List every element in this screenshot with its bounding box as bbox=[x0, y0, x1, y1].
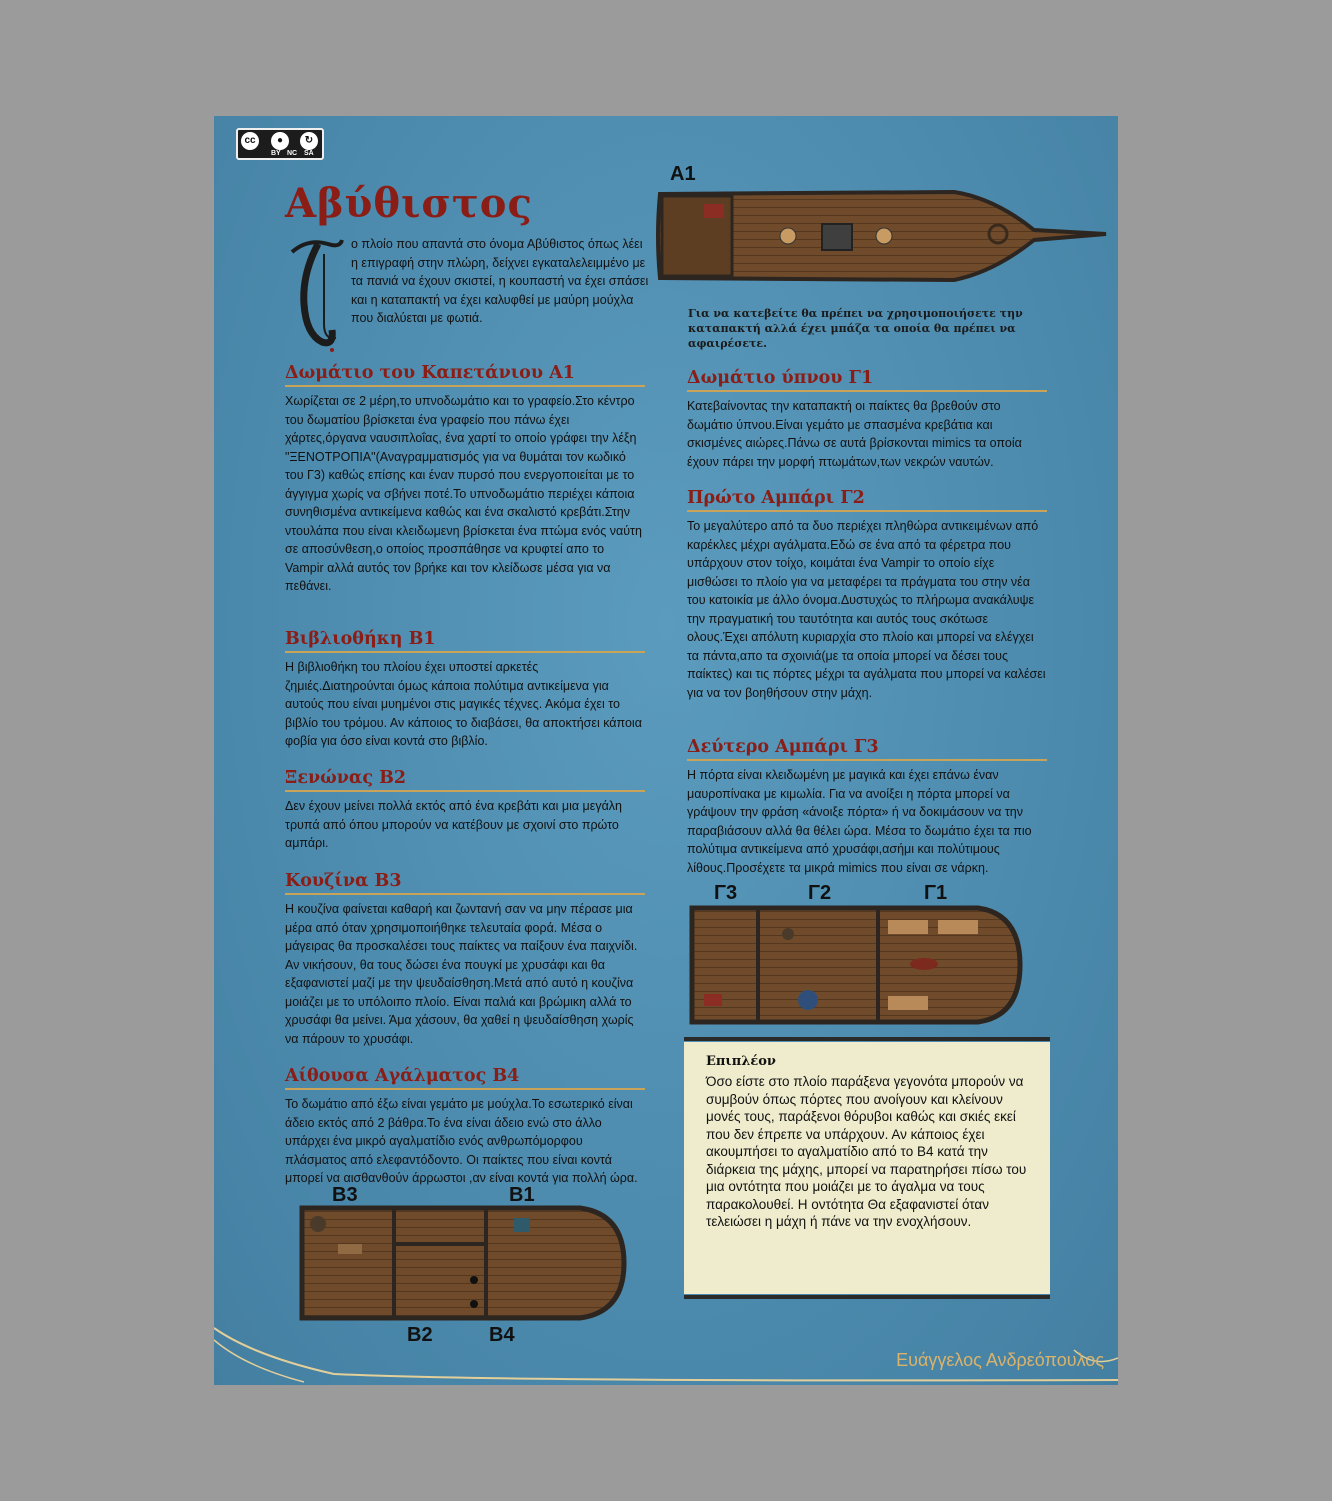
lower-deck-map bbox=[688, 904, 1024, 1026]
map-label-g1: Γ1 bbox=[924, 882, 948, 904]
section-body: Η κουζίνα φαίνεται καθαρή και ζωντανή σαν να μην πέρασε μια μέρα από όταν χρησιμοποιήθηκε τελευταία φορά. Μέσα ο μάγειρας θα προσκαλέσει τους παίκτες να παίξουν ένα παιχνίδι. Αν νικήσουν, θα τους δώσει ένα πουγκί με χρυσάφι και θα εξαφανιστεί μαζί με την ψευδαίσθηση.Μετά από αυτό η κουζίνα μοιάζει με το υπόλοιπο πλοίο. Είναι παλιά και βρώμικη αλλά το χρυσάφι θα μείνει. Άμα χάσουν, θα χαθεί η ψευδαίσθηση χωρίς να πάρουν το χρυσάφι. bbox=[285, 902, 638, 1046]
section-body: Η βιβλιοθήκη του πλοίου έχει υποστεί αρκετές ζημιές.Διατηρούνται όμως κάποια πολύτιμα αντικείμενα για αυτούς που είναι μυημένοι στις μαγικές τέχνες. Ακόμα έχει το βιβλίο του τρόμου. Αν κάποιος το διαβάσει, θα αποκτήσει κάποια φοβία για όσο είναι κοντά στο βιβλίο. bbox=[285, 660, 642, 748]
section-title: Κουζίνα Β3 bbox=[285, 870, 645, 895]
section-statue-hall bbox=[285, 1065, 645, 1188]
map-label-g2: Γ2 bbox=[808, 882, 832, 904]
section-title: Αίθουσα Αγάλματος Β4 bbox=[285, 1065, 645, 1090]
sidebar-bottom-bar bbox=[684, 1295, 1050, 1299]
section-body: Το μεγαλύτερο από τα δυο περιέχει πληθώρα αντικειμένων από καρέκλες μέχρι αγάλματα.Εδώ σε ένα από τα φέρετρα που υπάρχουν στον τοίχο, κοιμάται ένα Vampir το οποίο είχε μισθώσει το πλοίο για να μεταφέρει τα πράγματα του στην νέα του κατοικία με άλλο όνομα.Δυστυχώς το πλήρωμα ανακάλυψε την πραγματική του ταυτότητα και αυτός τους σκότωσε ολους.Έχει απόλυτη κυριαρχία στο πλοίο και μπορεί να ελέγχει τα πάντα,απο τα σχοινιά(με τα οποία μπορεί να δέσει τους παίκτες) και τις πόρτες μέχρι τα αγάλματα που μπορεί να καλέσει για να τον βοηθήσουν στην μάχη. bbox=[687, 519, 1046, 700]
section-title: Δωμάτιο του Καπετάνιου Α1 bbox=[285, 362, 645, 387]
section-library bbox=[285, 628, 645, 751]
intro-paragraph: ο πλοίο που απαντά στο όνομα Αβύθιστος όπως λέει η επιγραφή στην πλώρη, δείχνει εγκαταλελειμμένο με τα πανιά να έχουν σκιστεί, η κουπαστή να έχει σπάσει και η καταπακτή να έχει καλυφθεί με μαύρη μούχλα που διαλύεται με φωτιά. bbox=[351, 237, 649, 325]
cc-icon: cc bbox=[241, 132, 259, 150]
section-body: Το δωμάτιο από έξω είναι γεμάτο με μούχλα.Το εσωτερικό είναι άδειο εκτός από 2 βάθρα.Το ένα είναι άδειο ενώ στο άλλο υπάρχει ένα μικρό αγαλματίδιο ενός ανθρωπόμορφου πλάσματος από ελεφαντόδοντο. Οι παίκτες που είναι κοντά μπορεί να αισθανθούν άρρωστοι ,αν είναι κοντά για πολλή ώρα. bbox=[285, 1097, 638, 1185]
section-captain-room bbox=[285, 362, 645, 596]
by-icon: ● bbox=[271, 132, 289, 150]
section-title: Δωμάτιο ύπνου Γ1 bbox=[687, 367, 1047, 392]
deck-b-map bbox=[298, 1204, 628, 1322]
section-title: Ξενώνας Β2 bbox=[285, 767, 645, 792]
top-map-caption: Για να κατεβείτε θα πρέπει να χρησιμοποιήσετε την καταπακτή αλλά έχει μπάζα τα οποία θα πρέπει να αφαιρέσετε. bbox=[688, 307, 1023, 350]
sidebar-body: Όσο είστε στο πλοίο παράξενα γεγονότα μπορούν να συμβούν όπως πόρτες που ανοίγουν και κλείνουν μονές τους, παράξενοι θόρυβοι καθώς και σκιές εκεί που δεν έπρεπε να υπάρχουν. Αν κάποιος έχει ακουμπήσει το αγαλματίδιο από το Β4 κατά την διάρκεια της μάχης, μπορεί να παρατηρήσει πίσω του μια οντότητα που μοιάζει με το άγαλμα να τους παρακολουθεί. Η οντότητα Θα εξαφανιστεί όταν τελειώσει η μάχη ή πάνε να την ενοχλήσουν. bbox=[706, 1074, 1027, 1229]
map-label-b1: B1 bbox=[509, 1184, 535, 1206]
section-kitchen bbox=[285, 870, 645, 1048]
section-first-hold bbox=[687, 487, 1047, 702]
cc-term-nc: NC bbox=[287, 150, 298, 157]
sidebar-top-bar bbox=[684, 1037, 1050, 1041]
author-name: Ευάγγελος Ανδρεόπουλος bbox=[896, 1350, 1104, 1370]
nc-sa-icon: ↻ bbox=[300, 132, 318, 150]
drop-cap bbox=[288, 234, 346, 354]
document-page bbox=[214, 116, 1118, 1385]
section-sleeping-room bbox=[687, 367, 1047, 471]
section-title: Δεύτερο Αμπάρι Γ3 bbox=[687, 736, 1047, 761]
map-label-b4: B4 bbox=[489, 1324, 515, 1346]
sidebar-box bbox=[684, 1042, 1050, 1294]
section-title: Βιβλιοθήκη Β1 bbox=[285, 628, 645, 653]
section-body: Κατεβαίνοντας την καταπακτή οι παίκτες θα βρεθούν στο δωμάτιο ύπνου.Είναι γεμάτο με σπασμένα κρεβάτια και σκισμένες αιώρες.Πάνω σε αυτά βρίσκονται mimics τα οποία έχουν πάρει την μορφή πτωμάτων,των νεκρών ναυτών. bbox=[687, 399, 1022, 469]
cc-term-sa: SA bbox=[304, 150, 314, 157]
map-label-b3: B3 bbox=[332, 1184, 358, 1206]
map-label-a1: A1 bbox=[670, 163, 696, 185]
map-label-g3: Γ3 bbox=[714, 882, 738, 904]
creative-commons-badge bbox=[236, 128, 324, 160]
top-deck-map bbox=[654, 184, 1110, 288]
cc-term-by: BY bbox=[271, 150, 281, 157]
section-guest-room bbox=[285, 767, 645, 853]
section-second-hold bbox=[687, 736, 1047, 877]
sidebar-title: Επιπλέον bbox=[706, 1054, 776, 1069]
section-title: Πρώτο Αμπάρι Γ2 bbox=[687, 487, 1047, 512]
map-label-b2: B2 bbox=[407, 1324, 433, 1346]
section-body: Δεν έχουν μείνει πολλά εκτός από ένα κρεβάτι και μια μεγάλη τρυπά από όπου μπορούν να κατέβουν με σχοινί στο πρώτο αμπάρι. bbox=[285, 799, 622, 850]
section-body: Η πόρτα είναι κλειδωμένη με μαγικά και έχει επάνω έναν μαυροπίνακα με κιμωλία. Για να ανοίξει η πόρτα μπορεί να γράψουν την φράση «άνοιξε πόρτα» ή να δοκιμάσουν να την παραβιάσουν αλλά θα θέλει ώρα. Μέσα το δωμάτιο έχει τα πιο πολύτιμα αντικείμενα από χρυσάφι,ασήμι και πολύτιμους λίθους.Προσέχετε τα μικρά mimics που είναι σε νάρκη. bbox=[687, 768, 1032, 875]
page-title: Αβύθιστος bbox=[285, 180, 533, 227]
section-body: Χωρίζεται σε 2 μέρη,το υπνοδωμάτιο και το γραφείο.Στο κέντρο του δωματίου βρίσκεται ένα γραφείο που πάνω έχει χάρτες,όργανα ναυσιπλοΐας, ένα χαρτί το οποίο γράφει την λέξη "ΞΕΝΟΤΡΟΠΙΑ"(Αναγραμματισμός για να θυμάται τον κωδικό του Γ3) καθώς επίσης και έναν πυρσό που ενεργοποιείται με το άγγιγμα χωρίς να σβήνει ποτέ.Το υπνοδωμάτιο περιέχει κάποια συνηθισμένα αντικείμενα καθώς και ένα σκαλιστό κρεβάτι.Στην ντουλάπα που είναι κλειδωμενη βρίσκεται ένα πτώμα ενός ναύτη σε αποσύνθεση,ο οποίος προσπάθησε να κρυφτεί απο το Vampir αλλά αυτός τον βρήκε και τον κλείδωσε μέσα για να πεθάνει. bbox=[285, 394, 642, 593]
